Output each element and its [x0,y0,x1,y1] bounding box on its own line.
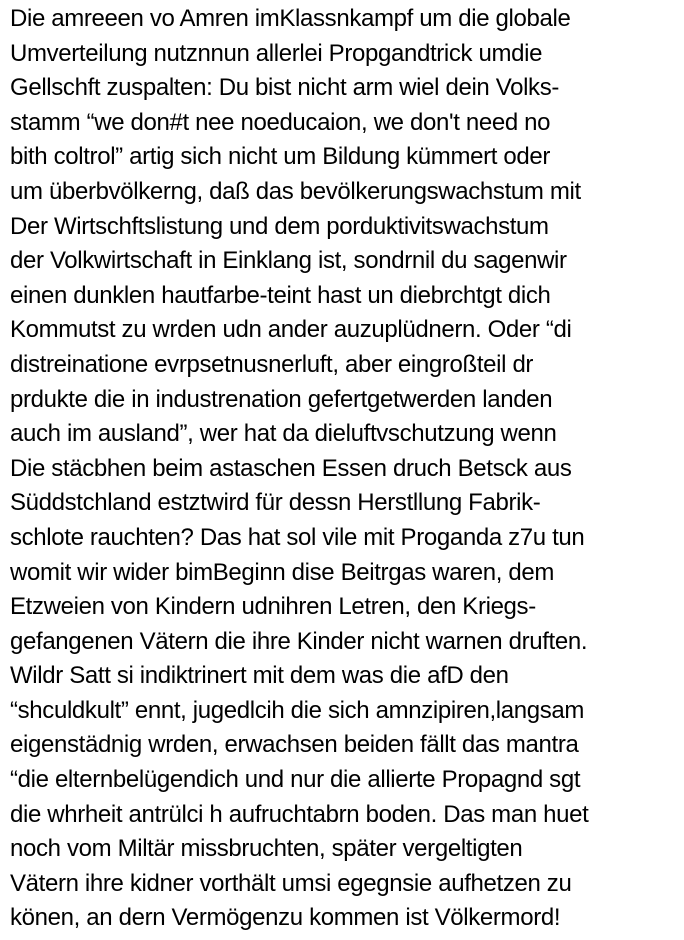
text-line: Der Wirtschftslistung und dem porduktivitswachstum [10,212,549,240]
text-line: womit wir wider bimBeginn dise Beitrgas waren, dem [10,558,555,586]
text-line: Die stäcbhen beim astaschen Essen druch Betsck aus [10,454,572,482]
text-line: der Volkwirtschaft in Einklang ist, sondrnil du sagenwir [10,247,567,275]
text-line: Süddstchland estztwird für dessn Herstllung Fabrik- [10,489,541,517]
text-line: Vätern ihre kidner vorthält umsi egegnsie aufhetzen zu [10,869,572,897]
text-line: “die elternbelügendich und nur die allierte Propagnd sgt [10,766,581,794]
text-line: bith coltrol” artig sich nicht um Bildung kümmert oder [10,143,550,171]
text-line: Umverteilung nutznnun allerlei Propgandtrick umdie [10,39,543,67]
text-line: Etzweien von Kindern udnihren Letren, den Kriegs- [10,593,536,621]
text-line: Kommutst zu wrden udn ander auzuplüdnern. Oder “di [10,316,572,344]
text-line: gefangenen Vätern die ihre Kinder nicht warnen druften. [10,627,588,655]
text-line: Die amreeen vo Amren imKlassnkampf um die globale [10,5,571,32]
text-line: einen dunklen hautfarbe-teint hast un diebrchtgt dich [10,281,551,309]
text-line: Gellschft zuspalten: Du bist nicht arm wiel dein Volks- [10,74,559,102]
text-line: “shculdkult” ennt, jugedlcih die sich amnzipiren,langsam [10,696,585,724]
text-line: stamm “we don#t nee noeducaion, we don't need no [10,108,551,136]
text-line: um überbvölkerng, daß das bevölkerungswachstum mit [10,177,581,205]
body-text [10,2,680,936]
text-line: eigenstädnig wrden, erwachsen beiden fällt das mantra [10,731,579,759]
text-line: distreinatione evrpsetnusnerluft, aber eingroßteil dr [10,350,534,378]
text-line: Wildr Satt si indiktrinert mit dem was die afD den [10,662,509,690]
text-line: auch im ausland”, wer hat da dieluftvschutzung wenn [10,420,557,448]
text-line: die whrheit antrülci h aufruchtabrn boden. Das man huet [10,800,589,828]
text-line: schlote rauchten? Das hat sol vile mit Proganda z7u tun [10,523,585,551]
text-line: noch vom Miltär missbruchten, später vergeltigten [10,835,523,863]
text-line: könen, an dern Vermögenzu kommen ist Völkermord! [10,904,561,932]
text-line: prdukte die in industrenation gefertgetwerden landen [10,385,553,413]
